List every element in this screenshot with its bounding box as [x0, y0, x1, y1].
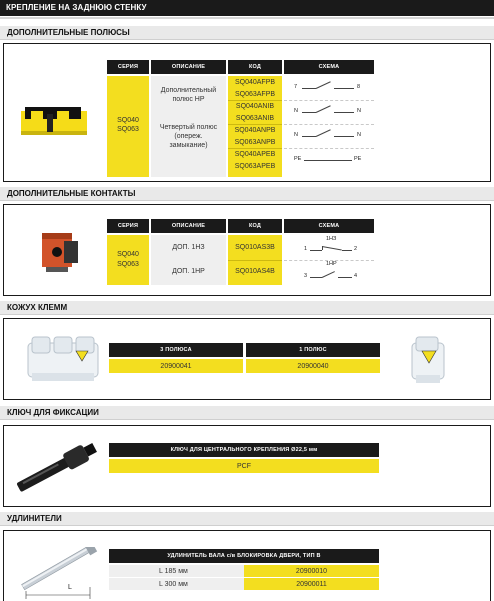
code-5: SQ040ANPB — [234, 127, 276, 134]
col-header-scheme: СХЕМА — [284, 219, 374, 233]
code-row-1: SQ010AS3B — [235, 244, 275, 251]
desc-row-2: ДОП. 1НР — [172, 268, 205, 275]
series-2: SQ063 — [117, 261, 139, 268]
col-header-code: КОД — [228, 219, 282, 233]
shaft-extension-image — [12, 547, 108, 601]
code-divider — [228, 260, 282, 261]
code-1: SQ040AFPB — [234, 79, 276, 86]
col-header-description: ОПИСАНИЕ — [151, 219, 226, 233]
col-header-series: СЕРИЯ — [107, 219, 149, 233]
desc2-line2: (опереж. — [174, 133, 203, 140]
col-header-3-poles: 3 ПОЛЮСА — [109, 343, 243, 357]
code-2: SQ063AFPB — [234, 91, 276, 98]
series-2: SQ063 — [117, 126, 139, 133]
scheme-label: 1НР — [326, 261, 337, 267]
page-title: КРЕПЛЕНИЕ НА ЗАДНЮЮ СТЕНКУ — [6, 3, 147, 12]
col-header-code: КОД — [228, 60, 282, 74]
desc2-line3: замыкание) — [169, 142, 208, 149]
scheme-label: PE — [354, 156, 362, 162]
col-header-series: СЕРИЯ — [107, 60, 149, 74]
section-title-locking-key — [0, 406, 494, 420]
panel-extra-poles — [3, 43, 491, 182]
col-header-extension: УДЛИНИТЕЛЬ ВАЛА с/в БЛОКИРОВКА ДВЕРИ, ТИП В — [109, 549, 379, 563]
scheme-label: N — [357, 108, 361, 114]
section-title-aux-contacts — [0, 187, 494, 201]
code-divider — [228, 100, 282, 101]
dimension-label: L — [68, 584, 72, 591]
ext-code-1: 20900010 — [295, 568, 328, 575]
code-8: SQ063APEB — [234, 163, 276, 170]
col-header-scheme: СХЕМА — [284, 60, 374, 74]
code-7: SQ040APEB — [234, 151, 276, 158]
scheme-label: 4 — [354, 273, 358, 279]
scheme-divider — [284, 124, 374, 125]
scheme-label: 3 — [304, 273, 308, 279]
scheme-label: 2 — [354, 246, 358, 252]
code-1-pole: 20900040 — [297, 363, 329, 370]
code-6: SQ063ANPB — [234, 139, 276, 146]
scheme-label: 1НЗ — [326, 236, 337, 242]
scheme-neutral-2 — [294, 132, 366, 142]
section-title-text: ДОПОЛНИТЕЛЬНЫЕ КОНТАКТЫ — [7, 189, 136, 198]
section-title-text: ДОПОЛНИТЕЛЬНЫЕ ПОЛЮСЫ — [7, 28, 130, 37]
panel-terminal-cover — [3, 318, 491, 400]
scheme-label: 1 — [304, 246, 308, 252]
scheme-divider — [284, 148, 374, 149]
panel-extensions — [3, 530, 491, 601]
scheme-divider — [284, 100, 374, 101]
panel-aux-contacts — [3, 204, 491, 296]
title-rule — [0, 17, 494, 19]
series-1: SQ040 — [117, 251, 139, 258]
desc-row-1: ДОП. 1НЗ — [172, 244, 205, 251]
desc1-line1: Дополнительный — [160, 87, 217, 94]
col-header-1-pole: 1 ПОЛЮС — [246, 343, 380, 357]
locking-key-image — [10, 440, 106, 496]
code-row-2: SQ010AS4B — [235, 268, 275, 275]
desc2-line1: Четвертый полюс — [159, 124, 218, 131]
ext-label-1: L 185 мм — [159, 568, 188, 575]
code-3-poles: 20900041 — [160, 363, 192, 370]
scheme-pe — [294, 156, 366, 166]
extra-pole-product-image — [17, 101, 95, 141]
section-title-text: КЛЮЧ ДЛЯ ФИКСАЦИИ — [7, 408, 99, 417]
section-title-terminal-cover — [0, 301, 494, 315]
scheme-no — [304, 261, 364, 283]
section-title-text: УДЛИНИТЕЛИ — [7, 514, 62, 523]
code-divider — [228, 124, 282, 125]
scheme-label: N — [294, 132, 298, 138]
scheme-no-contact — [294, 84, 366, 94]
panel-locking-key — [3, 425, 491, 507]
scheme-neutral-1 — [294, 108, 366, 118]
col-header-key: КЛЮЧ ДЛЯ ЦЕНТРАЛЬНОГО КРЕПЛЕНИЯ Ø22,5 мм — [109, 443, 379, 457]
terminal-cover-1p-image — [404, 331, 452, 389]
code-key: PCF — [237, 463, 251, 470]
code-divider — [228, 148, 282, 149]
scheme-label: N — [357, 132, 361, 138]
aux-contact-product-image — [36, 227, 80, 275]
code-3: SQ040ANIB — [235, 103, 275, 110]
section-title-extra-poles — [0, 26, 494, 40]
ext-label-2: L 300 мм — [159, 581, 188, 588]
section-title-text: КОЖУХ КЛЕММ — [7, 303, 68, 312]
scheme-nc — [304, 236, 364, 258]
section-title-extensions — [0, 512, 494, 526]
scheme-label: 8 — [357, 84, 361, 90]
ext-code-2: 20900011 — [296, 581, 327, 588]
scheme-label: PE — [294, 156, 302, 162]
desc1-line2: полюс НР — [172, 96, 205, 103]
scheme-label: 7 — [294, 84, 298, 90]
series-1: SQ040 — [117, 117, 139, 124]
page-title-bar — [0, 0, 494, 16]
col-header-description: ОПИСАНИЕ — [151, 60, 226, 74]
terminal-cover-3p-image — [22, 329, 104, 389]
scheme-label: N — [294, 108, 298, 114]
code-4: SQ063ANIB — [235, 115, 275, 122]
